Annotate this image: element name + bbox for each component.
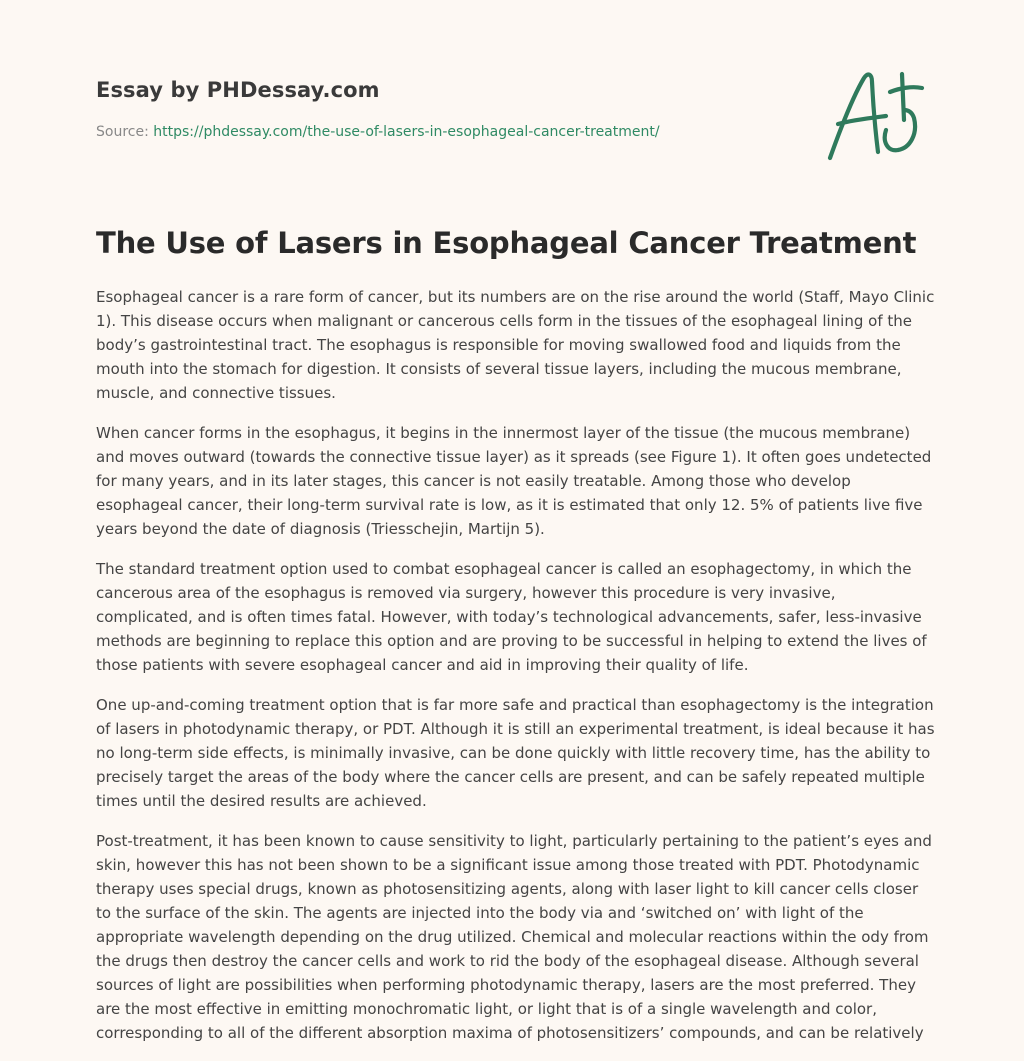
source-line — [96, 124, 660, 140]
essay-paragraph: Post-treatment, it has been known to cause sensitivity to light, particularly pertaining to the patient’s eyes and skin, however this has not been shown to be a significant issue among those treated with PDT. Photodynamic therapy uses special drugs, known as photosensitizing agents, along with laser light to kill cancer cells closer to the surface of the skin. The agents are injected into the body via and ‘switched on’ with light of the appropriate wavelength depending on the drug utilized. Chemical and molecular reactions within the ody from the drugs then destroy the cancer cells and work to rid the body of the esophageal disease. Although several sources of light are possibilities when performing photodynamic therapy, lasers are the most preferred. They are the most effective in emitting monochromatic light, or light that is of a single wavelength and color, corresponding to all of the different absorption maxima of photosensitizers’ compounds, and can be relatively — [96, 832, 932, 1042]
essay-paragraph: Esophageal cancer is a rare form of cancer, but its numbers are on the rise around the world (Staff, Mayo Clinic 1). This disease occurs when malignant or cancerous cells form in the tissues of the esophageal lining of the body’s gastrointestinal tract. The esophagus is responsible for moving swallowed food and liquids from the mouth into the stomach for digestion. It consists of several tissue layers, including the mucous membrane, muscle, and connective tissues. — [96, 288, 935, 402]
site-brand: Essay by PHDessay.com — [96, 78, 380, 102]
essay-title: The Use of Lasers in Esophageal Cancer Treatment — [96, 226, 917, 260]
a-plus-grade-logo-icon — [826, 68, 926, 164]
essay-paragraph: One up-and-coming treatment option that is far more safe and practical than esophagectomy is the integration of lasers in photodynamic therapy, or PDT. Although it is still an experimental treatment, is ideal because it has no long-term side effects, is minimally invasive, can be done quickly with little recovery time, has the ability to precisely target the areas of the body where the cancer cells are present, and can be safely repeated multiple times until the desired results are achieved. — [96, 696, 935, 810]
essay-body — [96, 285, 936, 1061]
source-link[interactable]: https://phdessay.com/the-use-of-lasers-in-esophageal-cancer-treatment/ — [153, 124, 660, 140]
essay-paragraph: When cancer forms in the esophagus, it begins in the innermost layer of the tissue (the mucous membrane) and moves outward (towards the connective tissue layer) as it spreads (see Figure 1). It often goes undetected for many years, and in its later stages, this cancer is not easily treatable. Among those who develop esophageal cancer, their long-term survival rate is low, as it is estimated that only 12. 5% of patients live five years beyond the date of diagnosis (Triesschejin, Martijn 5). — [96, 424, 932, 538]
essay-paragraph: The standard treatment option used to combat esophageal cancer is called an esophagectomy, in which the cancerous area of the esophagus is removed via surgery, however this procedure is very invasive, complicated, and is often times fatal. However, with today’s technological advancements, safer, less-invasive methods are beginning to replace this option and are proving to be successful in helping to extend the lives of those patients with severe esophageal cancer and aid in improving their quality of life. — [96, 560, 927, 674]
source-label: Source: — [96, 124, 154, 140]
